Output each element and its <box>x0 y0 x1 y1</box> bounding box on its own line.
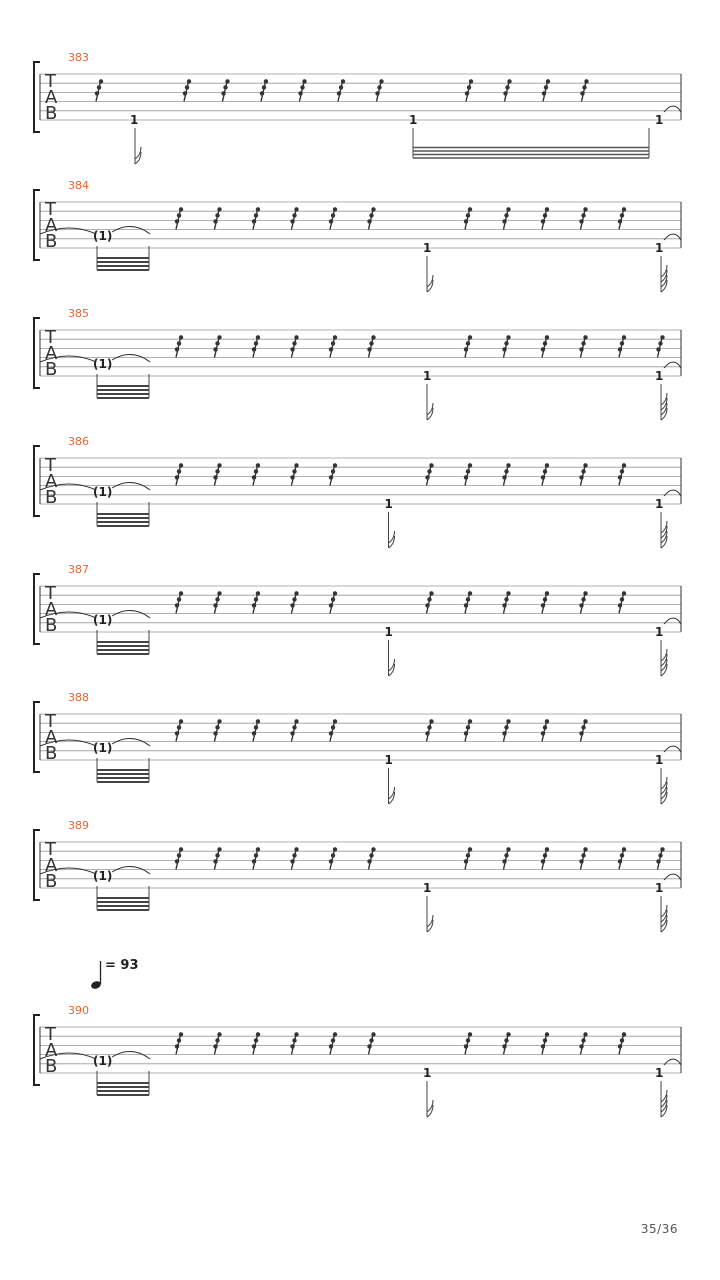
rest-mark <box>329 1032 337 1054</box>
tie-arc <box>112 482 150 490</box>
tab-clef-letter: B <box>45 743 58 764</box>
rest-mark <box>464 719 472 741</box>
rest-mark <box>656 847 664 869</box>
note-stem <box>427 384 433 420</box>
rest-mark <box>579 1032 587 1054</box>
fret-number: 1 <box>423 881 432 895</box>
rest-mark <box>579 463 587 485</box>
rest-mark <box>290 207 298 229</box>
fret-number: 1 <box>655 1066 664 1080</box>
rest-mark <box>656 335 664 357</box>
tied-fret-number: (1) <box>93 229 113 243</box>
tab-clef-letter: A <box>45 215 58 236</box>
tab-clef-letter: A <box>45 343 58 364</box>
tab-clef-letter: A <box>45 855 58 876</box>
note-stem <box>389 768 395 804</box>
note-stem <box>389 640 395 676</box>
beam-group <box>97 1071 149 1095</box>
rest-mark <box>541 207 549 229</box>
rest-mark <box>367 847 375 869</box>
tab-system <box>0 958 720 1121</box>
rest-mark <box>175 335 183 357</box>
note-stem <box>661 1081 667 1117</box>
tab-clef-letter: A <box>45 1040 58 1061</box>
rest-mark <box>579 335 587 357</box>
rest-mark <box>252 463 260 485</box>
rest-mark <box>579 591 587 613</box>
tab-staff-svg <box>0 314 720 424</box>
rest-mark <box>95 79 103 101</box>
fret-number: 1 <box>655 753 664 767</box>
rest-mark <box>252 719 260 741</box>
tie-arc <box>112 610 150 618</box>
tab-staff-svg <box>0 58 720 168</box>
fret-number: 1 <box>655 369 664 383</box>
tie-arc <box>112 866 150 874</box>
tab-clef-letter: T <box>45 71 56 92</box>
rest-mark <box>541 847 549 869</box>
rest-mark <box>213 335 221 357</box>
rest-mark <box>290 591 298 613</box>
fret-number: 1 <box>423 241 432 255</box>
note-stem <box>427 896 433 932</box>
tied-fret-number: (1) <box>93 485 113 499</box>
tab-clef-letter: A <box>45 599 58 620</box>
rest-mark <box>175 591 183 613</box>
tab-system <box>0 563 720 680</box>
tab-staff-svg <box>0 442 720 552</box>
beam-group <box>97 502 149 526</box>
fret-number: 1 <box>384 497 393 511</box>
rest-mark <box>541 1032 549 1054</box>
rest-mark <box>465 79 473 101</box>
rest-mark <box>464 463 472 485</box>
rest-mark <box>464 847 472 869</box>
fret-number: 1 <box>655 241 664 255</box>
tab-staff-svg <box>0 570 720 680</box>
tab-staff-svg <box>0 1011 720 1121</box>
system-bracket <box>34 830 40 900</box>
fret-number: 1 <box>384 753 393 767</box>
rest-mark <box>502 463 510 485</box>
tab-clef-letter: B <box>45 103 58 124</box>
rest-mark <box>618 207 626 229</box>
fret-number: 1 <box>655 625 664 639</box>
page-number: 35/36 <box>640 1222 678 1236</box>
fret-number: 1 <box>384 625 393 639</box>
tab-clef-letter: B <box>45 871 58 892</box>
tie-arc <box>112 738 150 746</box>
rest-mark <box>329 335 337 357</box>
note-stem <box>135 128 141 164</box>
rest-mark <box>618 847 626 869</box>
rest-mark <box>175 719 183 741</box>
rest-mark <box>367 207 375 229</box>
rest-mark <box>502 719 510 741</box>
rest-mark <box>367 335 375 357</box>
system-bracket <box>34 190 40 260</box>
rest-mark <box>618 1032 626 1054</box>
note-stem <box>661 896 667 932</box>
rest-mark <box>213 591 221 613</box>
note-stem <box>427 256 433 292</box>
rest-mark <box>337 79 345 101</box>
tab-staff-svg <box>0 698 720 808</box>
rest-mark <box>579 207 587 229</box>
note-stem <box>661 512 667 548</box>
rest-mark <box>252 591 260 613</box>
rest-mark <box>329 719 337 741</box>
rest-mark <box>290 463 298 485</box>
beam-group <box>97 886 149 910</box>
rest-mark <box>213 463 221 485</box>
tie-arc <box>112 226 150 234</box>
measure-number: 383 <box>68 51 89 64</box>
tab-clef-letter: T <box>45 711 56 732</box>
fret-number: 1 <box>423 1066 432 1080</box>
rest-mark <box>329 847 337 869</box>
rest-mark <box>175 463 183 485</box>
tab-clef-letter: T <box>45 583 56 604</box>
tab-clef-letter: A <box>45 87 58 108</box>
beam-group <box>97 374 149 398</box>
rest-mark <box>502 335 510 357</box>
tab-system <box>0 307 720 424</box>
measure-number: 387 <box>68 563 89 576</box>
measure-number: 386 <box>68 435 89 448</box>
tied-fret-number: (1) <box>93 869 113 883</box>
tied-fret-number: (1) <box>93 357 113 371</box>
rest-mark <box>425 463 433 485</box>
rest-mark <box>618 591 626 613</box>
rest-mark <box>502 847 510 869</box>
rest-mark <box>329 591 337 613</box>
rest-mark <box>464 335 472 357</box>
system-bracket <box>34 702 40 772</box>
rest-mark <box>425 719 433 741</box>
fret-number: 1 <box>130 113 139 127</box>
rest-mark <box>425 591 433 613</box>
tab-clef-letter: T <box>45 1024 56 1045</box>
rest-mark <box>502 591 510 613</box>
beam-group <box>97 758 149 782</box>
rest-mark <box>541 591 549 613</box>
fret-number: 1 <box>655 881 664 895</box>
rest-mark <box>502 1032 510 1054</box>
rest-mark <box>252 207 260 229</box>
tab-staff-svg <box>0 826 720 936</box>
rest-mark <box>183 79 191 101</box>
tab-clef-letter: B <box>45 487 58 508</box>
beam-group <box>413 128 649 158</box>
note-stem <box>661 640 667 676</box>
rest-mark <box>213 1032 221 1054</box>
rest-mark <box>298 79 306 101</box>
tab-clef-letter: T <box>45 839 56 860</box>
rest-mark <box>260 79 268 101</box>
note-stem <box>427 1081 433 1117</box>
rest-mark <box>541 719 549 741</box>
rest-mark <box>464 1032 472 1054</box>
rest-mark <box>290 1032 298 1054</box>
tab-clef-letter: A <box>45 727 58 748</box>
rest-mark <box>579 719 587 741</box>
rest-mark <box>329 463 337 485</box>
rest-mark <box>252 1032 260 1054</box>
tab-clef-letter: T <box>45 327 56 348</box>
measure-number: 385 <box>68 307 89 320</box>
rest-mark <box>290 847 298 869</box>
rest-mark <box>580 79 588 101</box>
tie-arc <box>112 354 150 362</box>
tab-system <box>0 435 720 552</box>
measure-number: 390 <box>68 1004 89 1017</box>
tab-clef-letter: B <box>45 615 58 636</box>
measure-number: 388 <box>68 691 89 704</box>
rest-mark <box>502 207 510 229</box>
rest-mark <box>329 207 337 229</box>
tab-system <box>0 179 720 296</box>
tied-fret-number: (1) <box>93 741 113 755</box>
rest-mark <box>290 335 298 357</box>
rest-mark <box>367 1032 375 1054</box>
fret-number: 1 <box>655 113 664 127</box>
system-bracket <box>34 318 40 388</box>
rest-mark <box>175 1032 183 1054</box>
tab-clef-letter: T <box>45 199 56 220</box>
rest-mark <box>252 847 260 869</box>
tab-clef-letter: B <box>45 1056 58 1077</box>
rest-mark <box>213 847 221 869</box>
rest-mark <box>542 79 550 101</box>
tab-clef-letter: B <box>45 359 58 380</box>
tempo-marking: = 93 <box>105 958 139 973</box>
tab-system <box>0 691 720 808</box>
rest-mark <box>541 463 549 485</box>
rest-mark <box>541 335 549 357</box>
note-stem <box>661 768 667 804</box>
tie-arc <box>112 1051 150 1059</box>
rest-mark <box>175 847 183 869</box>
fret-number: 1 <box>409 113 418 127</box>
rest-mark <box>213 719 221 741</box>
beam-group <box>97 630 149 654</box>
fret-number: 1 <box>655 497 664 511</box>
system-bracket <box>34 446 40 516</box>
system-bracket <box>34 62 40 132</box>
rest-mark <box>618 335 626 357</box>
system-bracket <box>34 574 40 644</box>
rest-mark <box>503 79 511 101</box>
rest-mark <box>464 207 472 229</box>
tab-system <box>0 51 720 168</box>
note-stem <box>661 256 667 292</box>
system-bracket <box>34 1015 40 1085</box>
tab-clef-letter: A <box>45 471 58 492</box>
rest-mark <box>213 207 221 229</box>
note-stem <box>389 512 395 548</box>
measure-number: 389 <box>68 819 89 832</box>
rest-mark <box>175 207 183 229</box>
note-stem <box>661 384 667 420</box>
tab-staff-svg <box>0 186 720 296</box>
tab-clef-letter: T <box>45 455 56 476</box>
rest-mark <box>375 79 383 101</box>
tab-system <box>0 819 720 936</box>
rest-mark <box>221 79 229 101</box>
measure-number: 384 <box>68 179 89 192</box>
fret-number: 1 <box>423 369 432 383</box>
tied-fret-number: (1) <box>93 1054 113 1068</box>
tied-fret-number: (1) <box>93 613 113 627</box>
rest-mark <box>290 719 298 741</box>
beam-group <box>97 246 149 270</box>
tab-clef-letter: B <box>45 231 58 252</box>
rest-mark <box>252 335 260 357</box>
rest-mark <box>579 847 587 869</box>
rest-mark <box>464 591 472 613</box>
rest-mark <box>618 463 626 485</box>
